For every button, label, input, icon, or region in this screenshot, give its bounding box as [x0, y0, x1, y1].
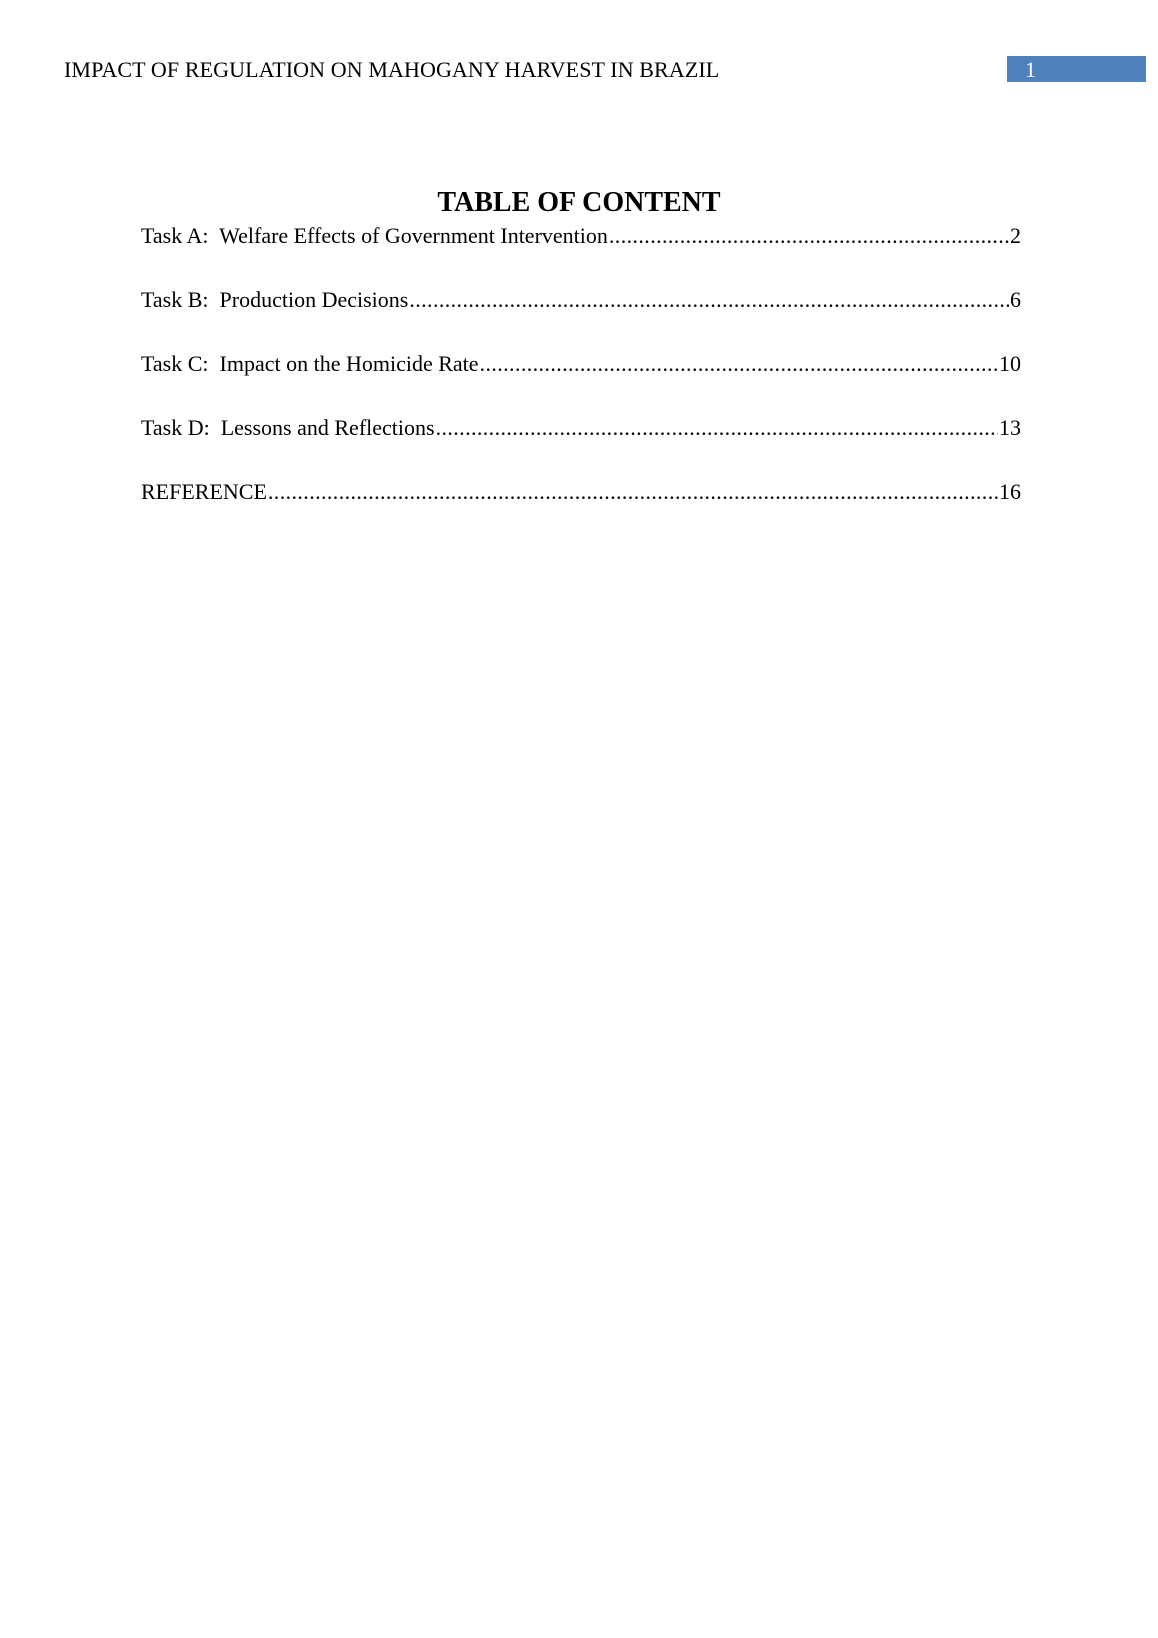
toc-dot-leader: [609, 221, 1009, 251]
toc-entry-label: Task A: Welfare Effects of Government Intervention: [141, 223, 608, 248]
toc-entry-label: Task C: Impact on the Homicide Rate: [141, 351, 479, 376]
toc-entry-label: Task D: Lessons and Reflections: [141, 415, 435, 440]
toc-entry-page: 10: [999, 351, 1021, 376]
toc-dot-leader: [268, 477, 998, 507]
running-head-title: IMPACT OF REGULATION ON MAHOGANY HARVEST IN BRAZIL: [64, 57, 720, 82]
toc-entry-task-c[interactable]: [141, 349, 1021, 413]
toc-entry-page: 16: [999, 479, 1021, 504]
toc-dot-leader: [436, 413, 998, 443]
toc-entry-label: Task B: Production Decisions: [141, 287, 409, 312]
toc-dot-leader: [480, 349, 998, 379]
toc-dot-leader: [409, 285, 1009, 315]
toc-entry-page: 13: [999, 415, 1021, 440]
page-number-box: [1007, 56, 1146, 82]
page-number: 1: [1025, 57, 1036, 82]
toc-entry-page: 6: [1010, 287, 1021, 312]
page-header: [64, 56, 1146, 84]
toc-heading: TABLE OF CONTENT: [437, 187, 721, 218]
toc-entry-label: REFERENCE: [141, 479, 267, 504]
toc-entry-page: 2: [1010, 223, 1021, 248]
table-of-contents: [141, 221, 1021, 541]
toc-entry-task-d[interactable]: [141, 413, 1021, 477]
toc-entry-reference[interactable]: [141, 477, 1021, 541]
toc-entry-task-b[interactable]: [141, 285, 1021, 349]
toc-entry-task-a[interactable]: [141, 221, 1021, 285]
